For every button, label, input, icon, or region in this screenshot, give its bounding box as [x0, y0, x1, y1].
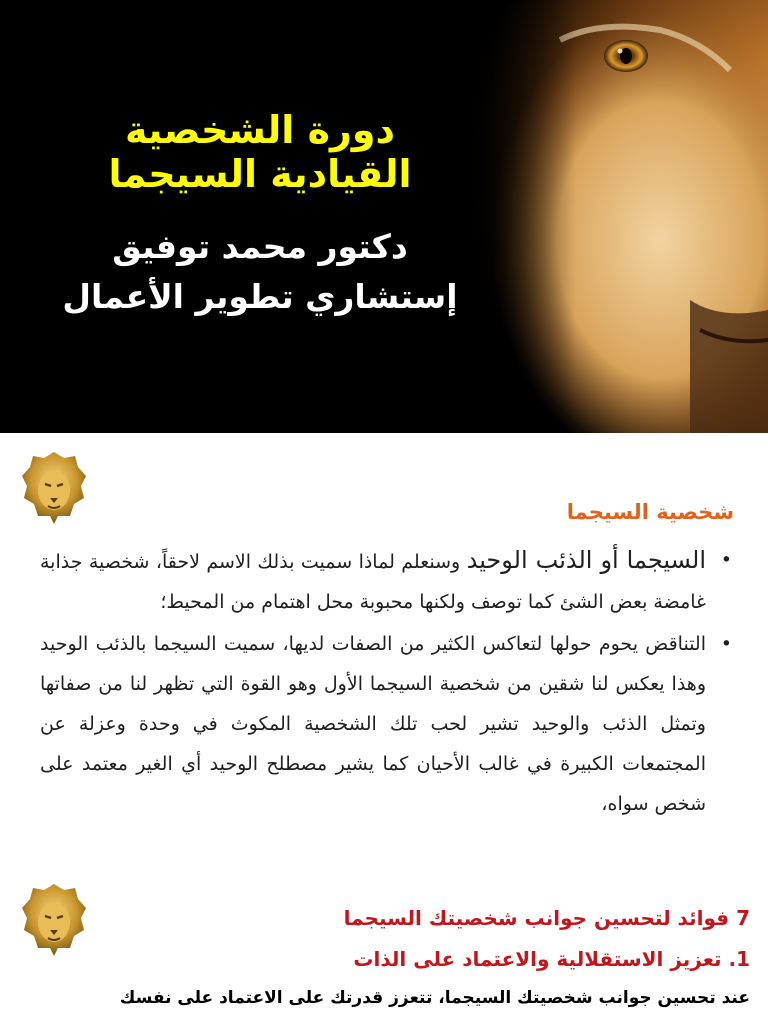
cover-title-line-1: دورة الشخصية: [124, 108, 395, 152]
lion-face-image: [0, 0, 768, 433]
golden-lion-head-icon: [20, 882, 88, 958]
list-item: [40, 540, 734, 622]
golden-lion-head-icon: [20, 450, 88, 526]
sigma-bullet-list: [40, 540, 734, 824]
bullet-lead-text: السيجما أو الذئب الوحيد: [466, 546, 706, 574]
benefits-subheading: 1. تعزيز الاستقلالية والاعتماد على الذات: [353, 947, 750, 971]
cover-title-line-2: القيادية السيجما: [108, 152, 412, 196]
bullet-dot-icon: •: [720, 549, 732, 571]
bullet-text: وسنعلم لماذا سميت بذلك الاسم لاحقاً، شخصية جذابة غامضة بعض الشئ كما توصف ولكنها محبوبة محل اهتمام من المحيط؛: [40, 551, 706, 613]
benefits-body-text: عند تحسين جوانب شخصيتك السيجما، تتعزز قدرتك على الاعتماد على نفسك: [119, 988, 750, 1008]
list-item: [40, 624, 734, 824]
cover-slide: [0, 0, 768, 433]
bullet-text: التناقض يحوم حولها لتعاكس الكثير من الصفات لديها، سميت السيجما بالذئب الوحيد وهذا يعكس لنا شقين من شخصية السيجما الأول وهو القوة التي تظهر لنا من صفاتها وتمثل الذئب والوحيد تشير لحب تلك الشخصية المكوث في وحدة وعزلة عن المجتمعات الكبيرة في غالب الأحيان كما يشير مصطلح الوحيد أي الغير معتمد على شخص سواه،: [40, 633, 706, 815]
benefits-heading: 7 فوائد لتحسين جوانب شخصيتك السيجما: [343, 906, 750, 930]
cover-author-title: إستشاري تطوير الأعمال: [62, 277, 458, 316]
bullet-dot-icon: •: [720, 633, 732, 655]
sigma-heading: شخصية السيجما: [566, 500, 734, 524]
cover-author-name: دكتور محمد توفيق: [112, 227, 408, 266]
